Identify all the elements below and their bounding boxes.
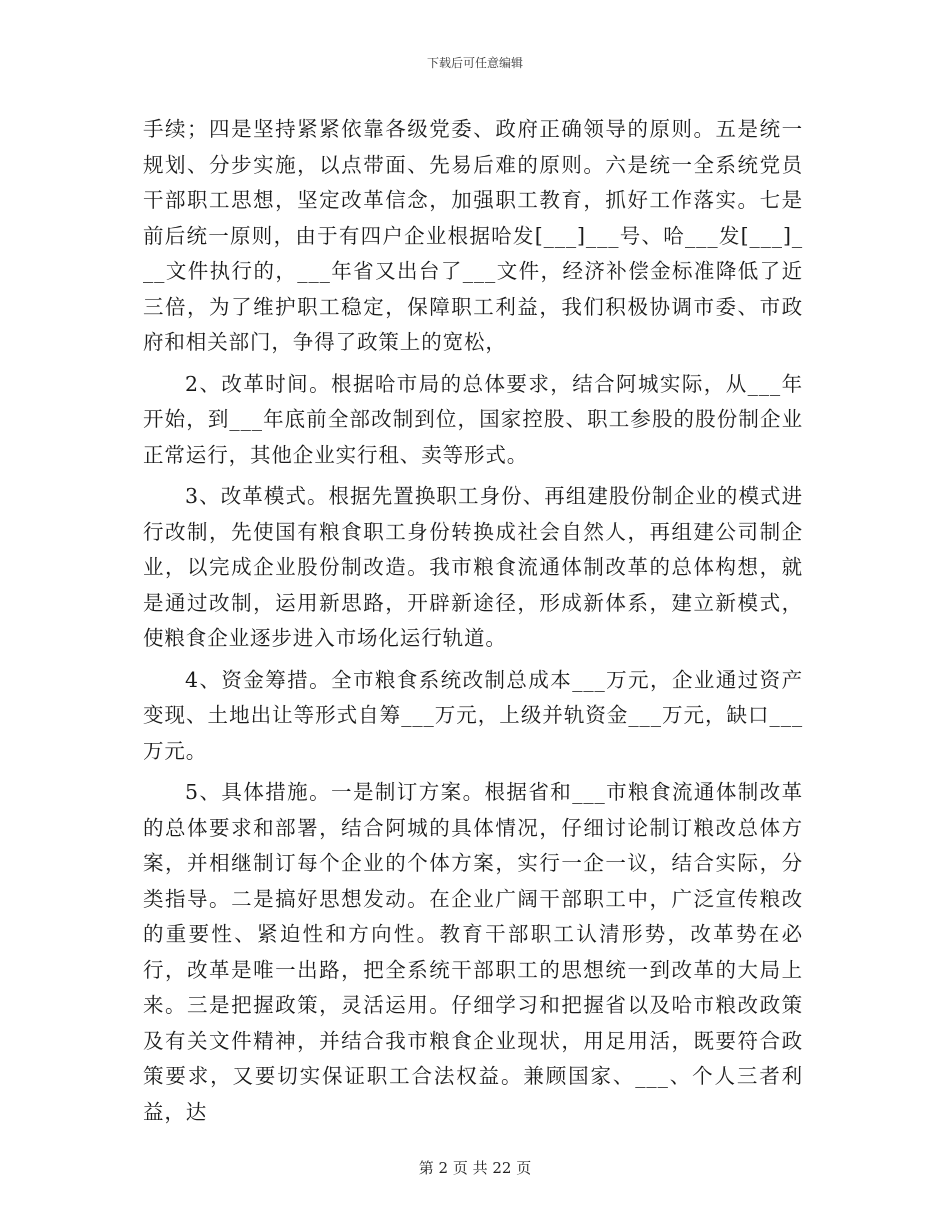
- paragraph-fund-raising: 4、资金筹措。全市粮食系统改制总成本___万元，企业通过资产变现、土地出让等形式自筹___万元，上级并轨资金___万元，缺口___万元。: [143, 667, 803, 763]
- paragraph-specific-measures: 5、具体措施。一是制订方案。根据省和___市粮食流通体制改革的总体要求和部署，结合阿城的具体情况，仔细讨论制订粮改总体方案，并相继制订每个企业的个体方案，实行一企一议，结合实际，分类指导。二是搞好思想发动。在企业广阔干部职工中，广泛宣传粮改的重要性、紧迫性和方向性。教育干部职工认清形势，改革势在必行，改革是唯一出路，把全系统干部职工的思想统一到改革的大局上来。三是把握政策，灵活运用。仔细学习和把握省以及哈市粮改政策及有关文件精神，并结合我市粮食企业现状，用足用活，既要符合政策要求，又要切实保证职工合法权益。兼顾国家、___、个人三者利益，达: [143, 780, 803, 1124]
- paragraph-continuation: 手续；四是坚持紧紧依靠各级党委、政府正确领导的原则。五是统一规划、分步实施，以点带面、先易后难的原则。六是统一全系统党员干部职工思想，坚定改革信念，加强职工教育，抓好工作落实。七是前后统一原则，由于有四户企业根据哈发[___]___号、哈___发[___]___文件执行的，___年省又出台了___文件，经济补偿金标准降低了近三倍，为了维护职工稳定，保障职工利益，我们积极协调市委、市政府和相关部门，争得了政策上的宽松，: [143, 117, 803, 354]
- page-header: 下载后可任意编辑: [426, 56, 523, 70]
- paragraph-reform-model: 3、改革模式。根据先置换职工身份、再组建股份制企业的模式进行改制，先使国有粮食职工身份转换成社会自然人，再组建公司制企业，以完成企业股份制改造。我市粮食流通体制改革的总体构想，就是通过改制，运用新思路，开辟新途径，形成新体系，建立新模式，使粮食企业逐步进入市场化运行轨道。: [143, 484, 803, 650]
- page-number-footer: 第 2 页 共 22 页: [418, 1159, 532, 1177]
- document-body: [143, 112, 803, 1136]
- paragraph-reform-time: 2、改革时间。根据哈市局的总体要求，结合阿城实际，从___年开始，到___年底前全部改制到位，国家控股、职工参股的股份制企业正常运行，其他企业实行租、卖等形式。: [143, 371, 803, 467]
